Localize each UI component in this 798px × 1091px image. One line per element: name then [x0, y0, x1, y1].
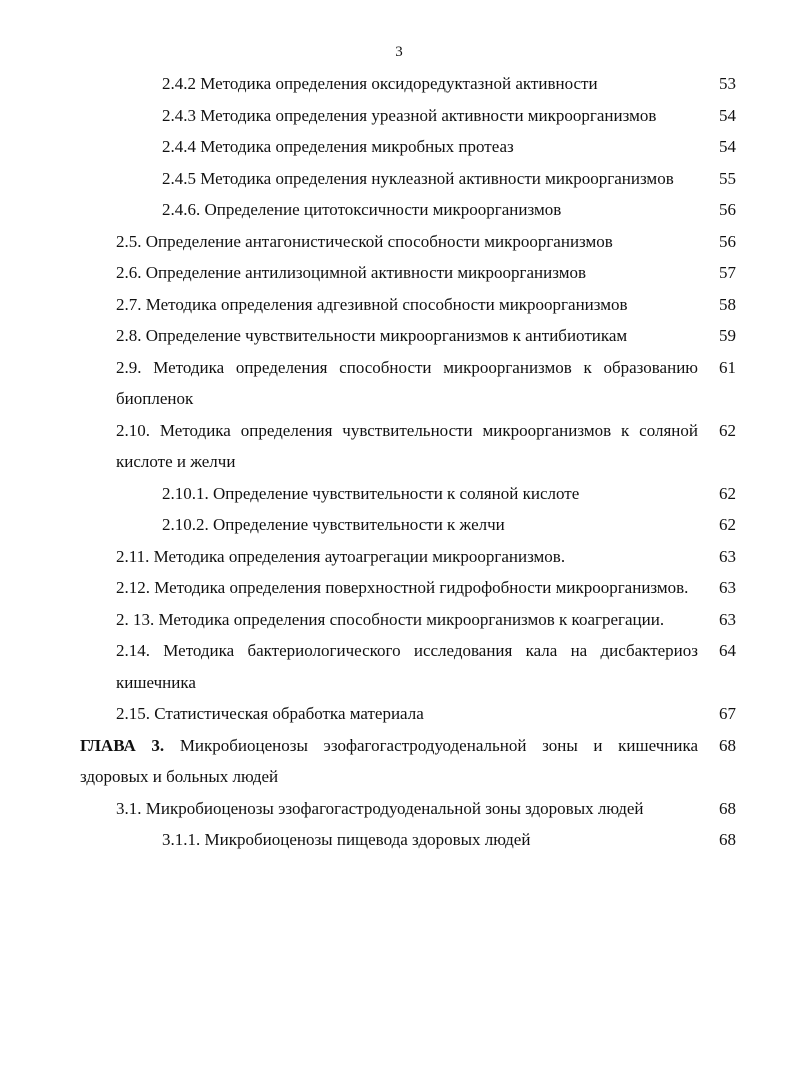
toc-entry-page: 59	[719, 326, 736, 345]
toc-entry-page: 68	[719, 830, 736, 849]
table-of-contents	[0, 68, 798, 856]
toc-entry-text: 2.9. Методика определения способности микроорганизмов к образованию биопленок	[116, 357, 698, 408]
toc-entry-text: 2.10. Методика определения чувствительности микроорганизмов к соляной кислоте и желчи	[116, 420, 698, 471]
toc-entry-2-10	[0, 415, 798, 478]
toc-entry-2-4-5	[0, 163, 798, 195]
toc-entry-page: 64	[719, 641, 736, 660]
toc-entry-2-14	[0, 635, 798, 698]
toc-entry-text: 2.4.4 Методика определения микробных протеаз	[162, 137, 514, 156]
toc-entry-text: 2.10.1. Определение чувствительности к соляной кислоте	[162, 483, 580, 503]
toc-entry-2-4-6	[0, 194, 798, 226]
toc-entry-page: 56	[719, 200, 736, 219]
toc-entry-2-4-2	[0, 68, 798, 100]
toc-entry-text: 2.10.2. Определение чувствительности к желчи	[162, 515, 505, 534]
toc-entry-text: 2.14. Методика бактериологического исследования кала на дисбактериоз кишечника	[116, 641, 698, 692]
toc-entry-text: 2.12. Методика определения поверхностной гидрофобности микроорганизмов.	[116, 578, 689, 597]
toc-entry-text: 2.6. Определение антилизоцимной активности микроорганизмов	[116, 263, 586, 282]
toc-entry-text: 2.7. Методика определения адгезивной способности микроорганизмов	[116, 294, 628, 314]
toc-entry-text	[80, 730, 698, 793]
toc-entry-2-9	[0, 352, 798, 415]
toc-entry-page: 63	[719, 546, 736, 566]
chapter-label: ГЛАВА 3.	[80, 735, 165, 755]
toc-entry-chapter-3	[0, 730, 798, 793]
toc-entry-page: 54	[719, 137, 736, 156]
toc-entry-text: 2.5. Определение антагонистической способности микроорганизмов	[116, 231, 613, 251]
toc-entry-page: 53	[719, 74, 736, 93]
toc-entry-text: 2.11. Методика определения аутоагрегации микроорганизмов.	[116, 546, 566, 566]
toc-entry-page: 55	[719, 168, 736, 188]
toc-entry-2-11	[0, 541, 798, 573]
toc-entry-page: 62	[719, 420, 736, 440]
toc-entry-page: 62	[719, 515, 736, 534]
toc-entry-page: 58	[719, 294, 736, 314]
toc-entry-text: 2.8. Определение чувствительности микроорганизмов к антибиотикам	[116, 326, 628, 345]
toc-entry-3-1-1	[0, 824, 798, 856]
toc-entry-2-13	[0, 604, 798, 636]
toc-entry-2-4-3	[0, 100, 798, 132]
toc-entry-2-7	[0, 289, 798, 321]
toc-entry-page: 56	[719, 231, 736, 251]
toc-entry-2-5	[0, 226, 798, 258]
toc-entry-page: 68	[719, 735, 736, 755]
toc-entry-text: 2.4.3 Методика определения уреазной активности микроорганизмов	[162, 105, 657, 125]
toc-entry-2-12	[0, 572, 798, 604]
page-number: 3	[395, 44, 403, 60]
toc-entry-page: 68	[719, 798, 736, 818]
toc-entry-2-6	[0, 257, 798, 289]
toc-entry-page: 54	[719, 105, 736, 125]
toc-entry-text: 2.4.5 Методика определения нуклеазной активности микроорганизмов	[162, 168, 674, 188]
toc-entry-page: 63	[719, 578, 736, 597]
toc-entry-2-10-2	[0, 509, 798, 541]
toc-entry-text: 3.1. Микробиоценозы эзофагогастродуоденальной зоны здоровых людей	[116, 798, 644, 818]
toc-entry-2-15	[0, 698, 798, 730]
toc-entry-text: 3.1.1. Микробиоценозы пищевода здоровых людей	[162, 830, 531, 849]
chapter-title: Микробиоценозы эзофагогастродуоденальной зоны и кишечника здоровых и больных людей	[80, 735, 698, 786]
toc-entry-text: 2.4.2 Методика определения оксидоредуктазной активности	[162, 74, 598, 93]
toc-entry-page: 63	[719, 609, 736, 629]
toc-entry-page: 67	[719, 704, 736, 723]
toc-entry-page: 62	[719, 483, 736, 503]
toc-entry-2-8	[0, 320, 798, 352]
toc-entry-2-10-1	[0, 478, 798, 510]
toc-entry-text: 2.15. Статистическая обработка материала	[116, 704, 424, 723]
toc-entry-text: 2. 13. Методика определения способности микроорганизмов к коагрегации.	[116, 609, 665, 629]
toc-entry-page: 57	[719, 263, 736, 282]
toc-entry-page: 61	[719, 357, 736, 377]
toc-entry-3-1	[0, 793, 798, 825]
toc-entry-text: 2.4.6. Определение цитотоксичности микроорганизмов	[162, 200, 562, 219]
toc-entry-2-4-4	[0, 131, 798, 163]
